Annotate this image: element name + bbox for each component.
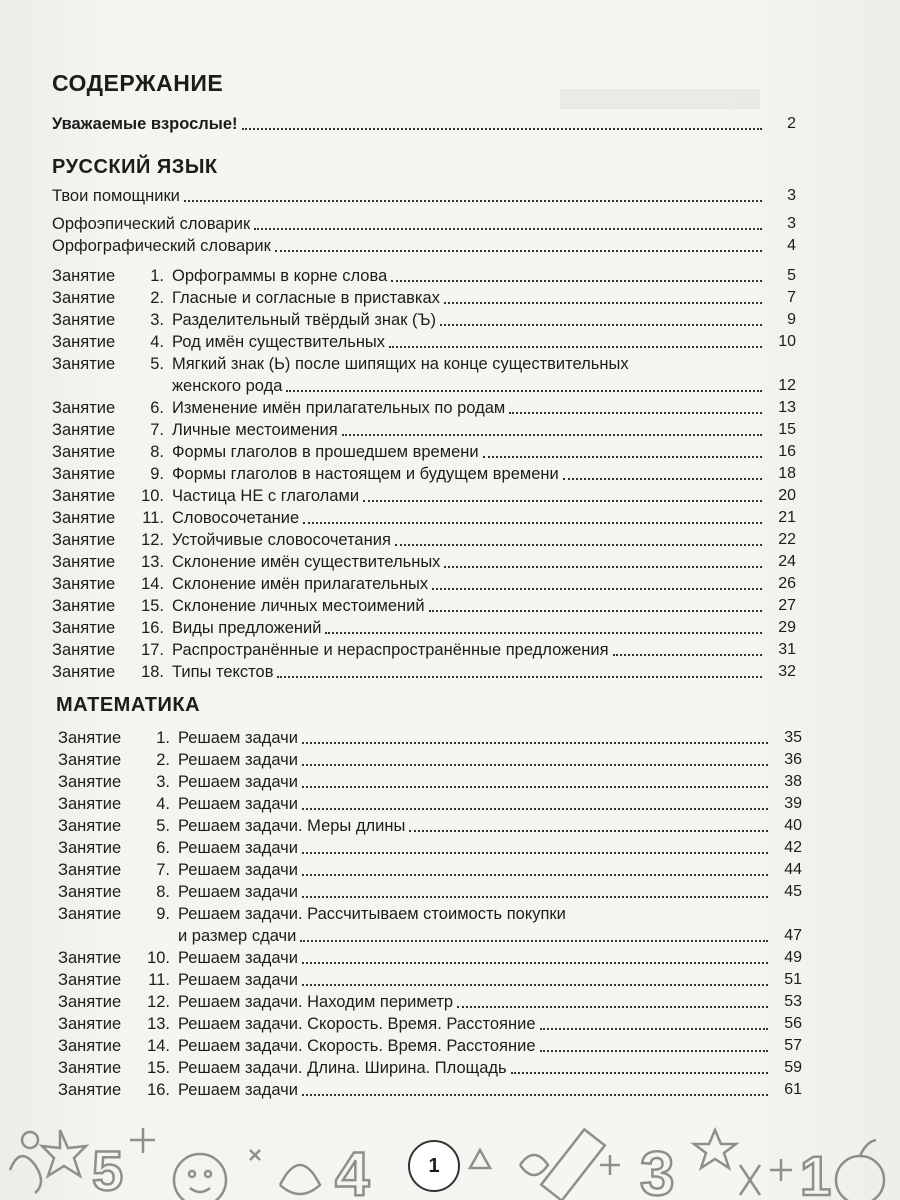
dot-leader (613, 653, 762, 656)
dot-leader (444, 301, 762, 304)
toc-page-number: 29 (778, 619, 796, 636)
dot-leader (302, 741, 768, 744)
dot-leader (483, 455, 762, 458)
section-heading-russian: РУССКИЙ ЯЗЫК (52, 156, 218, 178)
lesson-number: 15. (141, 597, 164, 615)
toc-entry-lesson[interactable] (58, 814, 802, 836)
toc-entry-lesson[interactable] (52, 528, 796, 550)
toc-entry-lesson[interactable] (58, 990, 802, 1012)
dot-leader (389, 345, 762, 348)
lesson-number: 9. (156, 905, 170, 923)
lesson-number: 1. (150, 267, 164, 285)
lesson-number: 12. (147, 993, 170, 1011)
lesson-title: Изменение имён прилагательных по родам (172, 399, 506, 417)
toc-entry-text: Уважаемые взрослые! (52, 115, 238, 133)
svg-text:1: 1 (800, 1144, 832, 1200)
toc-page-number: 51 (784, 971, 802, 988)
svg-text:5: 5 (92, 1139, 124, 1200)
dot-leader (302, 1093, 768, 1096)
toc-page-number: 57 (784, 1037, 802, 1054)
lesson-title: Решаем задачи. Длина. Ширина. Площадь (178, 1059, 507, 1077)
dot-leader (302, 873, 768, 876)
lesson-label: Занятие (52, 443, 116, 461)
toc-page-number: 32 (778, 663, 796, 680)
toc-page-number: 31 (778, 641, 796, 658)
toc-entry-lesson[interactable] (58, 1056, 802, 1078)
lesson-number: 16. (141, 619, 164, 637)
toc-entry-lesson[interactable] (52, 484, 796, 506)
lesson-number: 6. (156, 839, 170, 857)
page-number-badge: 1 (408, 1140, 460, 1192)
lesson-label: Занятие (52, 487, 116, 505)
lesson-number: 13. (141, 553, 164, 571)
lesson-title: Решаем задачи. Находим периметр (178, 993, 454, 1011)
lesson-title: Устойчивые словосочетания (172, 531, 391, 549)
toc-entry-lesson[interactable] (52, 352, 796, 374)
toc-page-number: 53 (784, 993, 802, 1010)
toc-page-number: 15 (778, 421, 796, 438)
dot-leader (432, 587, 762, 590)
lesson-title: Типы текстов (172, 663, 274, 681)
dot-leader (342, 433, 762, 436)
toc-entry-lesson[interactable] (52, 506, 796, 528)
toc-entry-lesson[interactable] (52, 594, 796, 616)
svg-text:3: 3 (640, 1140, 675, 1200)
lesson-label: Занятие (52, 641, 116, 659)
lesson-title: Решаем задачи (178, 949, 298, 967)
lesson-title: Гласные и согласные в приставках (172, 289, 440, 307)
toc-entry-lesson[interactable] (58, 858, 802, 880)
lesson-number: 10. (141, 487, 164, 505)
dot-leader (409, 829, 768, 832)
toc-page-number: 3 (787, 187, 796, 204)
dot-leader (429, 609, 762, 612)
lesson-number: 12. (141, 531, 164, 549)
lesson-title: Формы глаголов в прошедшем времени (172, 443, 479, 461)
dot-leader (286, 389, 762, 392)
lesson-title: Решаем задачи. Рассчитываем стоимость покупки (178, 905, 566, 923)
lesson-number: 13. (147, 1015, 170, 1033)
lesson-label: Занятие (58, 839, 122, 857)
lesson-label: Занятие (52, 575, 116, 593)
toc-page-number: 22 (778, 531, 796, 548)
dot-leader (540, 1049, 769, 1052)
lesson-title: Решаем задачи. Скорость. Время. Расстояние (178, 1015, 536, 1033)
toc-page-number: 47 (784, 927, 802, 944)
dot-leader (302, 763, 768, 766)
toc-entry-lesson[interactable] (52, 440, 796, 462)
lesson-title: Решаем задачи (178, 751, 298, 769)
toc-entry-lesson[interactable] (58, 902, 802, 924)
lesson-title: Разделительный твёрдый знак (Ъ) (172, 311, 437, 329)
toc-page-number: 49 (784, 949, 802, 966)
lesson-label: Занятие (52, 465, 116, 483)
lesson-label: Занятие (52, 663, 116, 681)
toc-entry-lesson[interactable] (52, 286, 796, 308)
toc-page-number: 42 (784, 839, 802, 856)
toc-page-number: 2 (787, 115, 796, 132)
lesson-number: 8. (150, 443, 164, 461)
toc-entry-continuation[interactable] (178, 924, 802, 946)
toc-entry-lesson[interactable] (58, 880, 802, 902)
toc-entry-lesson[interactable] (52, 418, 796, 440)
dot-leader (509, 411, 762, 414)
lesson-number: 9. (150, 465, 164, 483)
lesson-label: Занятие (58, 949, 122, 967)
toc-page-number: 38 (784, 773, 802, 790)
lesson-number: 5. (156, 817, 170, 835)
dot-leader (363, 499, 762, 502)
toc-entry-lesson[interactable] (58, 946, 802, 968)
lesson-number: 3. (156, 773, 170, 791)
lesson-number: 14. (147, 1037, 170, 1055)
toc-page-number: 45 (784, 883, 802, 900)
toc-page-number: 27 (778, 597, 796, 614)
dot-leader (391, 279, 762, 282)
lesson-label: Занятие (52, 509, 116, 527)
toc-entry-lesson[interactable] (58, 1034, 802, 1056)
toc-page-number: 44 (784, 861, 802, 878)
lesson-number: 6. (150, 399, 164, 417)
lesson-label: Занятие (58, 1059, 122, 1077)
toc-page-number: 3 (787, 215, 796, 232)
toc-entry-lesson[interactable] (58, 792, 802, 814)
lesson-label: Занятие (52, 553, 116, 571)
lesson-title: Решаем задачи. Скорость. Время. Расстояние (178, 1037, 536, 1055)
toc-entry-lesson[interactable] (58, 836, 802, 858)
lesson-label: Занятие (52, 597, 116, 615)
lesson-number: 15. (147, 1059, 170, 1077)
lesson-label: Занятие (58, 905, 122, 923)
lesson-label: Занятие (58, 1081, 122, 1099)
dot-leader (457, 1005, 768, 1008)
dot-leader (325, 631, 762, 634)
toc-page-number: 36 (784, 751, 802, 768)
lesson-title: Род имён существительных (172, 333, 386, 351)
lesson-title: Решаем задачи (178, 861, 298, 879)
dot-leader (302, 983, 768, 986)
lesson-title: Решаем задачи (178, 883, 298, 901)
toc-entry-lesson[interactable] (52, 462, 796, 484)
lesson-label: Занятие (58, 817, 122, 835)
toc-page-number: 13 (778, 399, 796, 416)
toc-entry-front[interactable] (52, 234, 796, 256)
lesson-number: 5. (150, 355, 164, 373)
dot-leader (511, 1071, 768, 1074)
lesson-title: Личные местоимения (172, 421, 338, 439)
lesson-title: Склонение личных местоимений (172, 597, 425, 615)
toc-entry-lesson[interactable] (58, 726, 802, 748)
lesson-number: 11. (148, 971, 170, 989)
lesson-number: 2. (150, 289, 164, 307)
bleed-through-shape (560, 85, 760, 115)
dot-leader (302, 961, 768, 964)
lesson-title: Склонение имён существительных (172, 553, 441, 571)
toc-entry-lesson[interactable] (52, 572, 796, 594)
lesson-title: Мягкий знак (Ь) после шипящих на конце существительных (172, 355, 629, 373)
lesson-title: Склонение имён прилагательных (172, 575, 429, 593)
toc-page-number: 16 (778, 443, 796, 460)
lesson-title: Решаем задачи. Меры длины (178, 817, 406, 835)
lesson-title: Орфограммы в корне слова (172, 267, 388, 285)
lesson-label: Занятие (58, 993, 122, 1011)
toc-page-number: 59 (784, 1059, 802, 1076)
lesson-label: Занятие (58, 729, 122, 747)
dot-leader (563, 477, 762, 480)
toc-page-number: 7 (787, 289, 796, 306)
toc-entry-lesson[interactable] (58, 1012, 802, 1034)
toc-page-number: 61 (784, 1081, 802, 1098)
lesson-title: Решаем задачи (178, 839, 298, 857)
svg-text:4: 4 (335, 1140, 370, 1200)
toc-page-number: 4 (787, 237, 796, 254)
toc-entry-lesson[interactable] (58, 1078, 802, 1100)
toc-page-number: 5 (787, 267, 796, 284)
lesson-title: Частица НЕ с глаголами (172, 487, 360, 505)
toc-page-number: 10 (778, 333, 796, 350)
dot-leader (302, 785, 768, 788)
toc-page-number: 40 (784, 817, 802, 834)
lesson-title: Решаем задачи (178, 773, 298, 791)
toc-page-number: 21 (778, 509, 796, 526)
lesson-title-continuation: и размер сдачи (178, 927, 297, 945)
toc-entry-text: Орфографический словарик (52, 237, 271, 255)
lesson-number: 8. (156, 883, 170, 901)
dot-leader (184, 199, 762, 202)
toc-entry-lesson[interactable] (52, 550, 796, 572)
dot-leader (242, 127, 762, 130)
toc-page-number: 12 (778, 377, 796, 394)
lesson-label: Занятие (58, 883, 122, 901)
lesson-number: 10. (147, 949, 170, 967)
toc-entry-lesson[interactable] (52, 638, 796, 660)
lesson-title: Решаем задачи (178, 795, 298, 813)
dot-leader (277, 675, 762, 678)
dot-leader (302, 895, 768, 898)
toc-page-number: 24 (778, 553, 796, 570)
dot-leader (302, 807, 768, 810)
dot-leader (300, 939, 768, 942)
lesson-number: 14. (141, 575, 164, 593)
toc-page-number: 9 (787, 311, 796, 328)
lesson-title: Решаем задачи (178, 1081, 298, 1099)
toc-page-number: 39 (784, 795, 802, 812)
toc-entry-lesson[interactable] (58, 748, 802, 770)
toc-entry-lesson[interactable] (52, 660, 796, 682)
toc-entry-front[interactable] (52, 212, 796, 234)
lesson-label: Занятие (58, 751, 122, 769)
lesson-number: 7. (150, 421, 164, 439)
dot-leader (275, 249, 762, 252)
lesson-label: Занятие (58, 773, 122, 791)
toc-entry-lesson[interactable] (52, 616, 796, 638)
lesson-number: 4. (156, 795, 170, 813)
lesson-number: 16. (147, 1081, 170, 1099)
lesson-title: Распространённые и нераспространённые предложения (172, 641, 609, 659)
lesson-label: Занятие (52, 531, 116, 549)
toc-entry-lesson[interactable] (52, 308, 796, 330)
toc-entry-text: Твои помощники (52, 187, 180, 205)
dot-leader (303, 521, 762, 524)
toc-entry-continuation[interactable] (172, 374, 796, 396)
toc-page-number: 35 (784, 729, 802, 746)
lesson-label: Занятие (58, 1015, 122, 1033)
dot-leader (440, 323, 762, 326)
toc-entry-lesson[interactable] (52, 396, 796, 418)
lesson-number: 7. (156, 861, 170, 879)
lesson-title: Виды предложений (172, 619, 322, 637)
lesson-label: Занятие (52, 311, 116, 329)
lesson-number: 3. (150, 311, 164, 329)
lesson-label: Занятие (58, 971, 122, 989)
lesson-title: Словосочетание (172, 509, 300, 527)
lesson-number: 2. (156, 751, 170, 769)
lesson-label: Занятие (52, 421, 116, 439)
toc-entry-lesson[interactable] (52, 330, 796, 352)
toc-entry-lesson[interactable] (52, 264, 796, 286)
dot-leader (540, 1027, 769, 1030)
lesson-label: Занятие (52, 399, 116, 417)
lesson-label: Занятие (58, 861, 122, 879)
lesson-title: Формы глаголов в настоящем и будущем времени (172, 465, 559, 483)
toc-entry-intro[interactable] (52, 112, 796, 134)
lesson-number: 17. (141, 641, 164, 659)
lesson-number: 18. (141, 663, 164, 681)
toc-entry-text: Орфоэпический словарик (52, 215, 251, 233)
lesson-label: Занятие (52, 619, 116, 637)
lesson-label: Занятие (52, 333, 116, 351)
toc-page-number: 56 (784, 1015, 802, 1032)
toc-entry-lesson[interactable] (58, 968, 802, 990)
lesson-label: Занятие (58, 795, 122, 813)
lesson-number: 11. (142, 509, 164, 527)
section-heading-math: МАТЕМАТИКА (56, 694, 201, 716)
dot-leader (395, 543, 762, 546)
dot-leader (444, 565, 762, 568)
lesson-number: 4. (150, 333, 164, 351)
toc-entry-front[interactable] (52, 184, 796, 206)
lesson-title-continuation: женского рода (172, 377, 283, 395)
page-title: СОДЕРЖАНИЕ (52, 70, 224, 96)
lesson-label: Занятие (52, 267, 116, 285)
lesson-label: Занятие (52, 289, 116, 307)
toc-page-number: 18 (778, 465, 796, 482)
lesson-number: 1. (156, 729, 170, 747)
lesson-title: Решаем задачи (178, 729, 298, 747)
toc-entry-lesson[interactable] (58, 770, 802, 792)
toc-page-number: 26 (778, 575, 796, 592)
lesson-title: Решаем задачи (178, 971, 298, 989)
lesson-label: Занятие (52, 355, 116, 373)
dot-leader (302, 851, 768, 854)
toc-page-number: 20 (778, 487, 796, 504)
lesson-label: Занятие (58, 1037, 122, 1055)
dot-leader (254, 227, 762, 230)
